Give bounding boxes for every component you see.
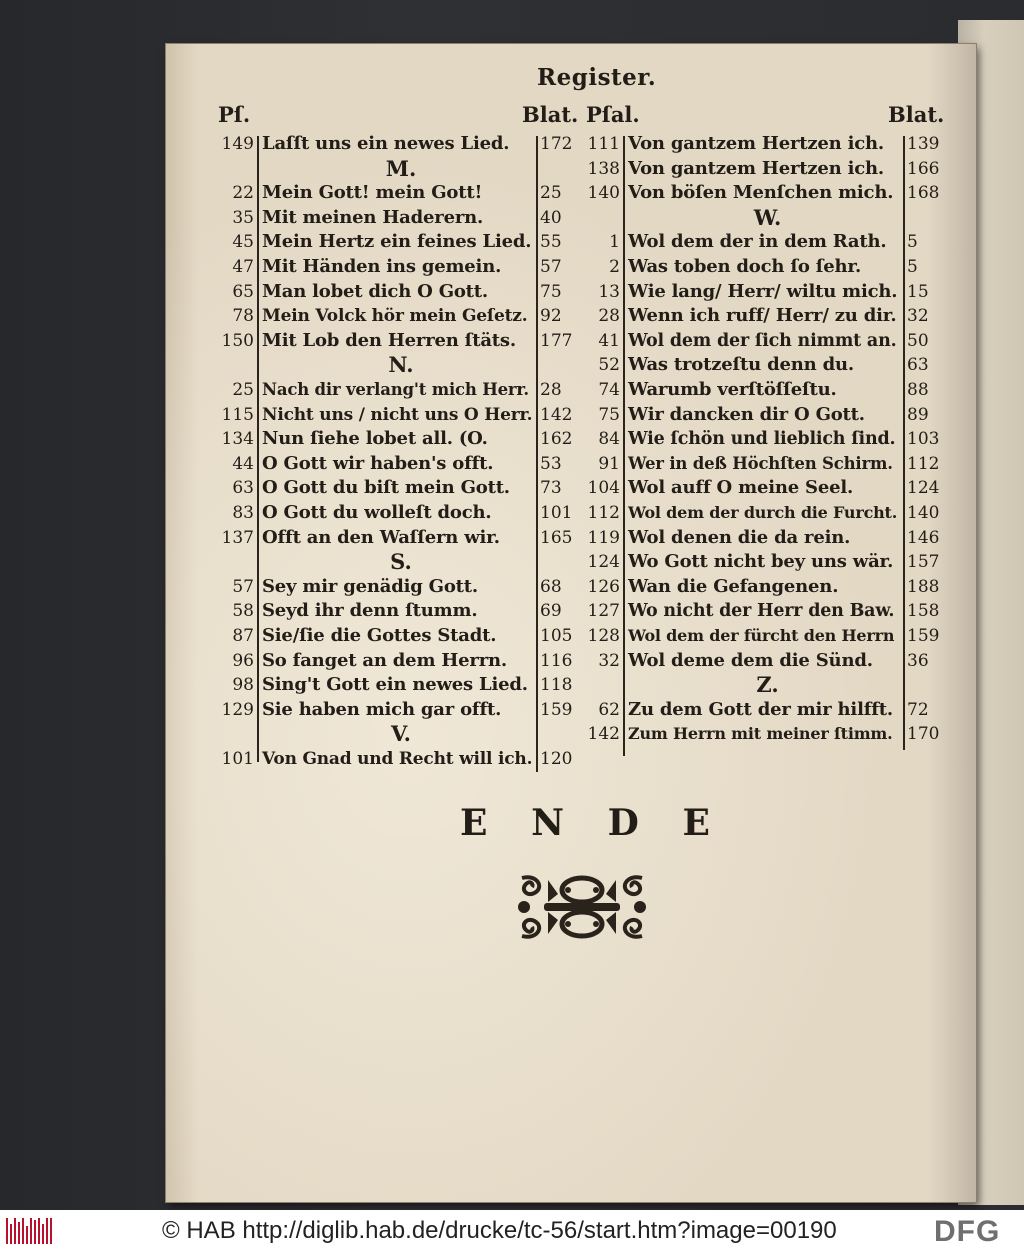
section-letter: S. — [390, 549, 412, 575]
hymn-incipit: Wer in deß Höchſten Schirm. — [628, 453, 893, 473]
hymn-incipit: Mein Gott! mein Gott! — [262, 182, 483, 204]
section-letter: Z. — [756, 672, 779, 698]
page-number: 177 — [540, 330, 573, 351]
register-entry — [166, 353, 966, 377]
psalm-number: 140 — [587, 183, 620, 204]
psalm-number: 28 — [598, 306, 620, 327]
page-number: 73 — [540, 478, 562, 499]
hymn-incipit: Nicht uns / nicht uns O Herr. — [262, 404, 533, 425]
ende-letter: D — [607, 802, 639, 844]
hymn-incipit: Von Gnad und Recht will ich. — [262, 749, 533, 769]
register-entry — [166, 132, 966, 156]
hymn-incipit: Sing't Gott ein newes Lied. — [262, 674, 528, 696]
page-number: 165 — [540, 527, 573, 548]
register-entry — [166, 280, 966, 304]
psalm-number: 47 — [232, 257, 254, 277]
register-entry — [166, 329, 966, 353]
register-entry — [166, 452, 966, 476]
hymn-incipit: Wol dem der fürcht den Herrn — [628, 626, 895, 645]
right-blat-header: Blat. — [888, 102, 945, 127]
psalm-number: 41 — [598, 330, 620, 351]
psalm-number: 142 — [587, 724, 620, 745]
hymn-incipit: So fanget an dem Herrn. — [262, 649, 507, 671]
hymn-incipit: Wol dem der ſich nimmt an. — [628, 330, 897, 351]
hymn-incipit: Wir dancken dir O Gott. — [628, 403, 865, 425]
page-number: 101 — [540, 503, 573, 523]
page-number: 140 — [907, 503, 940, 523]
hymn-incipit: Was trotzeſtu denn du. — [628, 354, 854, 376]
hymn-incipit: Von gantzem Hertzen ich. — [628, 157, 884, 179]
page-number: 158 — [907, 601, 940, 622]
hymn-incipit: Mit Händen ins gemein. — [262, 256, 502, 277]
hymn-incipit: Offt an den Waſſern wir. — [262, 526, 500, 548]
register-entry — [166, 476, 966, 500]
page-number: 5 — [907, 232, 918, 253]
psalm-number: 1 — [609, 232, 620, 253]
psalm-number: 13 — [598, 281, 620, 302]
psalm-number: 78 — [232, 306, 254, 327]
hymn-incipit: Wenn ich ruff/ Herr/ zu dir. — [628, 305, 897, 327]
ornament-vignette — [514, 872, 650, 942]
register-entry — [166, 501, 966, 525]
psalm-number: 35 — [232, 207, 254, 228]
page-number: 103 — [907, 429, 940, 450]
psalm-number: 104 — [587, 478, 620, 499]
hymn-incipit: Wo nicht der Herr den Baw. — [628, 601, 895, 622]
psalm-number: 32 — [598, 650, 620, 671]
section-letter: W. — [753, 204, 782, 230]
psalm-number: 75 — [598, 404, 620, 425]
psalm-number: 119 — [587, 527, 620, 548]
left-blat-header: Blat. — [522, 102, 579, 127]
page-number: 159 — [907, 626, 940, 646]
register-entry — [166, 378, 966, 402]
page-number: 116 — [540, 650, 573, 671]
psalm-number: 129 — [221, 699, 254, 720]
section-letter: N. — [388, 352, 414, 378]
psalm-number: 126 — [587, 576, 620, 597]
page-number: 75 — [540, 281, 562, 302]
psalm-number: 101 — [221, 749, 254, 769]
psalm-number: 91 — [598, 453, 620, 474]
page-number: 55 — [540, 232, 562, 253]
psalm-number: 112 — [587, 503, 620, 523]
hymn-incipit: Wol denen die da rein. — [628, 526, 851, 548]
hymn-incipit: Laſſt uns ein newes Lied. — [262, 133, 510, 154]
hymn-incipit: Wol dem der durch die Furcht. — [628, 503, 898, 522]
copyright-link[interactable]: © HAB http://diglib.hab.de/drucke/tc-56/start.htm?image=00190 — [162, 1217, 837, 1244]
hymn-incipit: Von böſen Menſchen mich. — [628, 182, 894, 204]
page-number: 72 — [907, 699, 929, 720]
page-number: 36 — [907, 650, 929, 671]
page-number: 170 — [907, 724, 940, 745]
psalm-number: 74 — [598, 380, 620, 400]
register-entry — [166, 698, 966, 722]
psalm-number: 149 — [221, 134, 254, 154]
psalm-number: 52 — [598, 355, 620, 376]
page-number: 57 — [540, 257, 562, 277]
hymn-incipit: Wie lang/ Herr/ wiltu mich. — [628, 280, 898, 302]
page-number: 69 — [540, 601, 562, 622]
section-letter-row — [166, 673, 966, 697]
psalm-number: 115 — [221, 404, 254, 425]
page-number: 124 — [907, 478, 940, 499]
psalm-number: 2 — [609, 257, 620, 277]
hymn-incipit: Sey mir genädig Gott. — [262, 575, 478, 597]
left-ps-header: Pſ. — [218, 102, 251, 127]
hymn-incipit: Mit Lob den Herren ſtäts. — [262, 329, 516, 351]
register-entry — [166, 230, 966, 254]
psalm-number: 87 — [232, 626, 254, 646]
hymn-incipit: Warumb verſtöſſeſtu. — [628, 379, 837, 400]
right-psal-header: Pſal. — [586, 102, 640, 127]
page-number: 68 — [540, 576, 562, 597]
section-letter: M. — [385, 155, 417, 181]
hymn-incipit: Man lobet dich O Gott. — [262, 280, 488, 302]
page-number: 28 — [540, 380, 562, 400]
register-entry — [166, 624, 966, 648]
psalm-number: 127 — [587, 601, 620, 622]
book-page — [166, 44, 976, 1202]
hymn-incipit: O Gott wir haben's offt. — [262, 452, 494, 474]
psalm-number: 58 — [232, 601, 254, 622]
hymn-incipit: Von gantzem Hertzen ich. — [628, 133, 884, 154]
register-entry — [166, 526, 966, 550]
register-entry — [166, 304, 966, 328]
register-entry — [166, 181, 966, 205]
psalm-number: 137 — [221, 527, 254, 548]
register-entry — [166, 649, 966, 673]
psalm-number: 22 — [232, 183, 254, 204]
register-entry — [166, 255, 966, 279]
footer-bar — [0, 1210, 1024, 1252]
psalm-number: 44 — [232, 453, 254, 474]
psalm-number: 83 — [232, 503, 254, 523]
page-number: 188 — [907, 576, 940, 597]
page-number: 105 — [540, 626, 573, 646]
hymn-incipit: O Gott du biſt mein Gott. — [262, 477, 510, 499]
register-entry — [166, 157, 966, 181]
page-number: 168 — [907, 183, 940, 204]
page-number: 118 — [540, 675, 573, 696]
hymn-incipit: Mein Hertz ein feines Lied. — [262, 231, 532, 253]
hymn-incipit: O Gott du wolleſt doch. — [262, 502, 492, 523]
psalm-number: 25 — [232, 380, 254, 400]
register-entry — [166, 550, 966, 574]
register-entry — [166, 747, 966, 771]
page-number: 50 — [907, 330, 929, 351]
psalm-number: 111 — [587, 134, 620, 154]
hab-barcode-logo — [6, 1218, 52, 1244]
psalm-number: 45 — [232, 232, 254, 253]
page-number: 89 — [907, 404, 929, 425]
page-number: 159 — [540, 699, 573, 720]
page-number: 166 — [907, 158, 940, 179]
psalm-number: 62 — [598, 699, 620, 720]
ende-letter: N — [531, 802, 565, 844]
psalm-number: 134 — [221, 429, 254, 450]
ende-letter: E — [460, 802, 488, 844]
hymn-incipit: Mit meinen Haderern. — [262, 206, 484, 228]
page-number: 157 — [907, 552, 940, 573]
hymn-incipit: Sie haben mich gar offt. — [262, 698, 502, 720]
hymn-incipit: Zu dem Gott der mir hilfft. — [628, 698, 893, 720]
psalm-number: 65 — [232, 281, 254, 302]
page-number: 15 — [907, 281, 929, 302]
page-number: 53 — [540, 453, 562, 474]
psalm-number: 150 — [221, 330, 254, 351]
page-number: 88 — [907, 380, 929, 400]
hymn-incipit: Zum Herrn mit meiner ſtimm. — [628, 724, 893, 744]
page-number: 40 — [540, 207, 562, 228]
psalm-number: 63 — [232, 478, 254, 499]
page-number: 5 — [907, 257, 918, 277]
page-number: 92 — [540, 306, 562, 327]
psalm-number: 57 — [232, 576, 254, 597]
hymn-incipit: Wan die Gefangenen. — [628, 575, 839, 597]
hymn-incipit: Wol auff O meine Seel. — [628, 477, 854, 499]
hymn-incipit: Mein Volck hör mein Geſetz. — [262, 306, 528, 327]
psalm-number: 84 — [598, 429, 620, 450]
page-title: Register. — [537, 64, 657, 91]
page-number: 25 — [540, 183, 562, 204]
psalm-number: 124 — [587, 552, 620, 573]
page-number: 120 — [540, 749, 573, 769]
ende-letter: E — [682, 802, 710, 844]
page-number: 146 — [907, 527, 940, 548]
page-number: 162 — [540, 429, 573, 450]
hymn-incipit: Wol deme dem die Sünd. — [628, 649, 873, 671]
section-letter-row — [166, 206, 966, 230]
register-entry — [166, 575, 966, 599]
register-entry — [166, 403, 966, 427]
psalm-number: 128 — [587, 626, 620, 646]
page-number: 139 — [907, 134, 940, 154]
psalm-number: 138 — [587, 158, 620, 179]
hymn-incipit: Sie/ſie die Gottes Stadt. — [262, 625, 497, 646]
page-number: 112 — [907, 453, 940, 474]
hymn-incipit: Nun ſiehe lobet all. (O. — [262, 428, 488, 450]
register-entry — [166, 599, 966, 623]
hymn-incipit: Wol dem der in dem Rath. — [628, 231, 887, 253]
psalm-number: 96 — [232, 650, 254, 671]
page-number: 142 — [540, 404, 573, 425]
dfg-logo: DFG — [934, 1215, 1001, 1248]
hymn-incipit: Was toben doch ſo ſehr. — [628, 256, 862, 277]
hymn-incipit: Wie ſchön und lieblich ſind. — [628, 429, 896, 450]
hymn-incipit: Wo Gott nicht bey uns wär. — [628, 551, 894, 573]
register-entry — [166, 722, 966, 746]
section-letter: V. — [391, 721, 411, 747]
hymn-incipit: Seyd ihr denn ſtumm. — [262, 600, 478, 622]
page-number: 32 — [907, 306, 929, 327]
page-number: 172 — [540, 134, 573, 154]
page-number: 63 — [907, 355, 929, 376]
register-entry — [166, 427, 966, 451]
hymn-incipit: Nach dir verlang't mich Herr. — [262, 380, 529, 399]
psalm-number: 98 — [232, 675, 254, 696]
ende-closing — [460, 802, 710, 844]
